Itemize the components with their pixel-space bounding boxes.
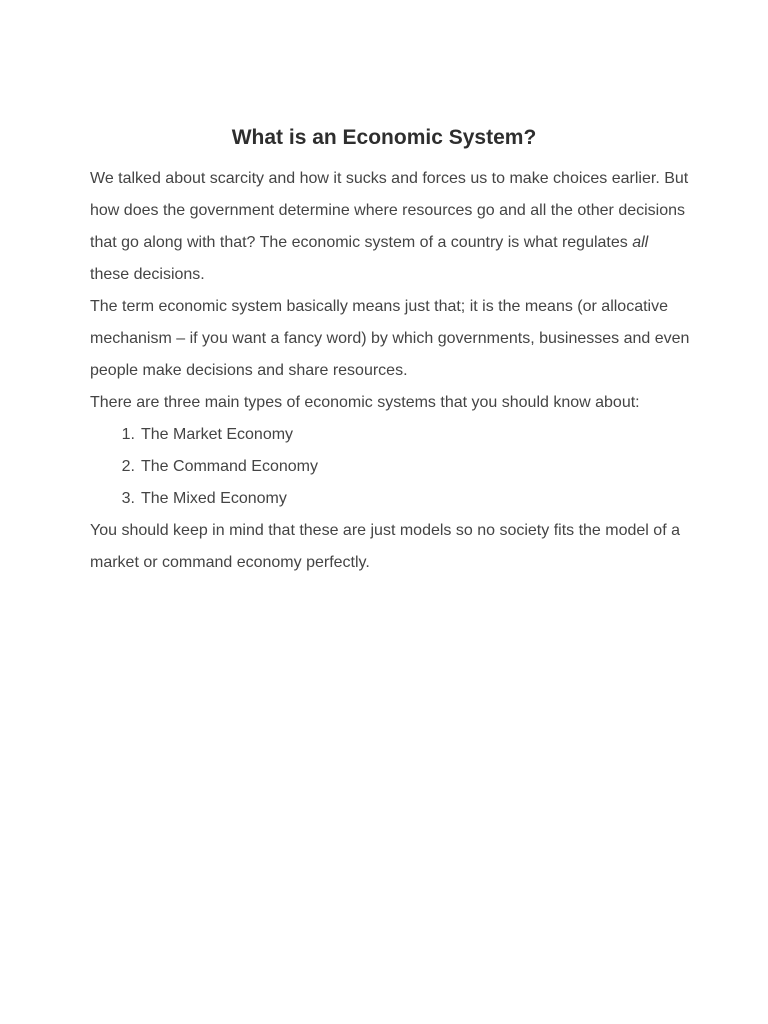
document-body (90, 163, 690, 579)
paragraph-types-intro: There are three main types of economic systems that you should know about: (90, 394, 640, 411)
list-item-number: 3. (121, 490, 135, 507)
list-item-label: The Mixed Economy (141, 490, 287, 507)
list-item (90, 483, 690, 515)
emphasis-all: all (632, 234, 649, 251)
list-item-label: The Command Economy (141, 458, 318, 475)
paragraph-scarcity-end: these decisions. (90, 266, 205, 283)
paragraph-models-note: You should keep in mind that these are just models so no society fits the model of a market or command economy perfectly. (90, 522, 680, 571)
list-item (90, 419, 690, 451)
paragraph-definition: The term economic system basically means just that; it is the means (or allocative mechanism – if you want a fancy word) by which governments, businesses and even people make decisions and share resources. (90, 298, 690, 379)
paragraph-scarcity-text: We talked about scarcity and how it sucks and forces us to make choices earlier. But how does the government determine where resources go and all the other decisions that go along with that? The economic system of a country is what regulates (90, 170, 689, 251)
list-item (90, 451, 690, 483)
list-item-number: 1. (121, 426, 135, 443)
list-item-label: The Market Economy (141, 426, 294, 443)
page-title: What is an Economic System? (231, 126, 537, 149)
economy-types-list (90, 419, 690, 515)
list-item-number: 2. (121, 458, 135, 475)
paragraph-scarcity (90, 163, 690, 291)
